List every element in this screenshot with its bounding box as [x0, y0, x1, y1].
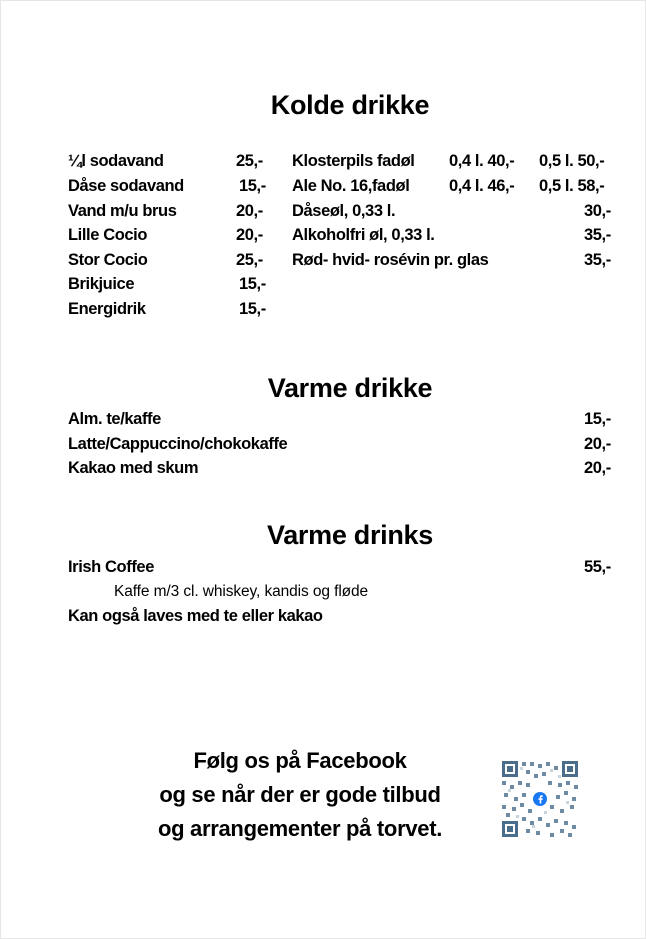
list-item [68, 225, 147, 245]
list-item [68, 151, 164, 171]
section-title-cold: Kolde drikke [270, 90, 430, 120]
item-name: Dåseøl, 0,33 l. [292, 202, 396, 220]
item-size-price: 0,4 l. 40,- [449, 152, 515, 170]
item-price: 15,- [239, 177, 266, 195]
item-price: 30,- [584, 202, 611, 220]
item-name: ¼l sodavand [68, 152, 164, 170]
item-price: 25,- [236, 152, 263, 170]
item-name: Kakao med skum [68, 459, 199, 477]
item-name: Ale No. 16,fadøl [292, 177, 410, 195]
item-note: Kan også laves med te eller kakao [68, 607, 323, 625]
qr-code-icon[interactable] [500, 759, 580, 839]
item-price: 20,- [584, 459, 611, 477]
item-name: Energidrik [68, 300, 146, 318]
section-title-hot-drinks: Varme drinks [267, 520, 433, 550]
item-name: Stor Cocio [68, 251, 148, 269]
facebook-promo [120, 744, 480, 846]
item-name: Dåse sodavand [68, 177, 184, 195]
item-price: 35,- [584, 251, 611, 269]
item-price: 15,- [584, 410, 611, 428]
item-size-price: 0,5 l. 58,- [539, 177, 605, 195]
list-item [68, 274, 134, 294]
list-item [68, 250, 147, 270]
item-price: 20,- [236, 226, 263, 244]
list-item [68, 299, 146, 319]
section-title-hot: Varme drikke [267, 373, 433, 403]
item-price: 15,- [239, 300, 266, 318]
item-name: Alm. te/kaffe [68, 410, 161, 428]
item-name: Rød- hvid- rosévin pr. glas [292, 251, 489, 269]
item-name: Alkoholfri øl, 0,33 l. [292, 226, 435, 244]
item-name: Klosterpils fadøl [292, 152, 415, 170]
item-description: Kaffe m/3 cl. whiskey, kandis og fløde [114, 583, 369, 600]
list-item [68, 176, 184, 196]
item-price: 35,- [584, 226, 611, 244]
item-price: 55,- [584, 558, 611, 576]
item-price: 15,- [239, 275, 266, 293]
facebook-line-1: Følg os på Facebook [193, 748, 407, 773]
facebook-line-3: og arrangementer på torvet. [157, 816, 443, 841]
item-size-price: 0,5 l. 50,- [539, 152, 605, 170]
item-price: 20,- [236, 202, 263, 220]
item-size-price: 0,4 l. 46,- [449, 177, 515, 195]
facebook-line-2: og se når der er gode tilbud [159, 782, 441, 807]
item-name: Irish Coffee [68, 558, 154, 576]
item-name: Latte/Cappuccino/chokokaffe [68, 435, 288, 453]
item-name: Brikjuice [68, 275, 135, 293]
item-name: Vand m/u brus [68, 202, 177, 220]
item-price: 25,- [236, 251, 263, 269]
list-item [68, 201, 177, 221]
item-price: 20,- [584, 435, 611, 453]
item-name: Lille Cocio [68, 226, 148, 244]
